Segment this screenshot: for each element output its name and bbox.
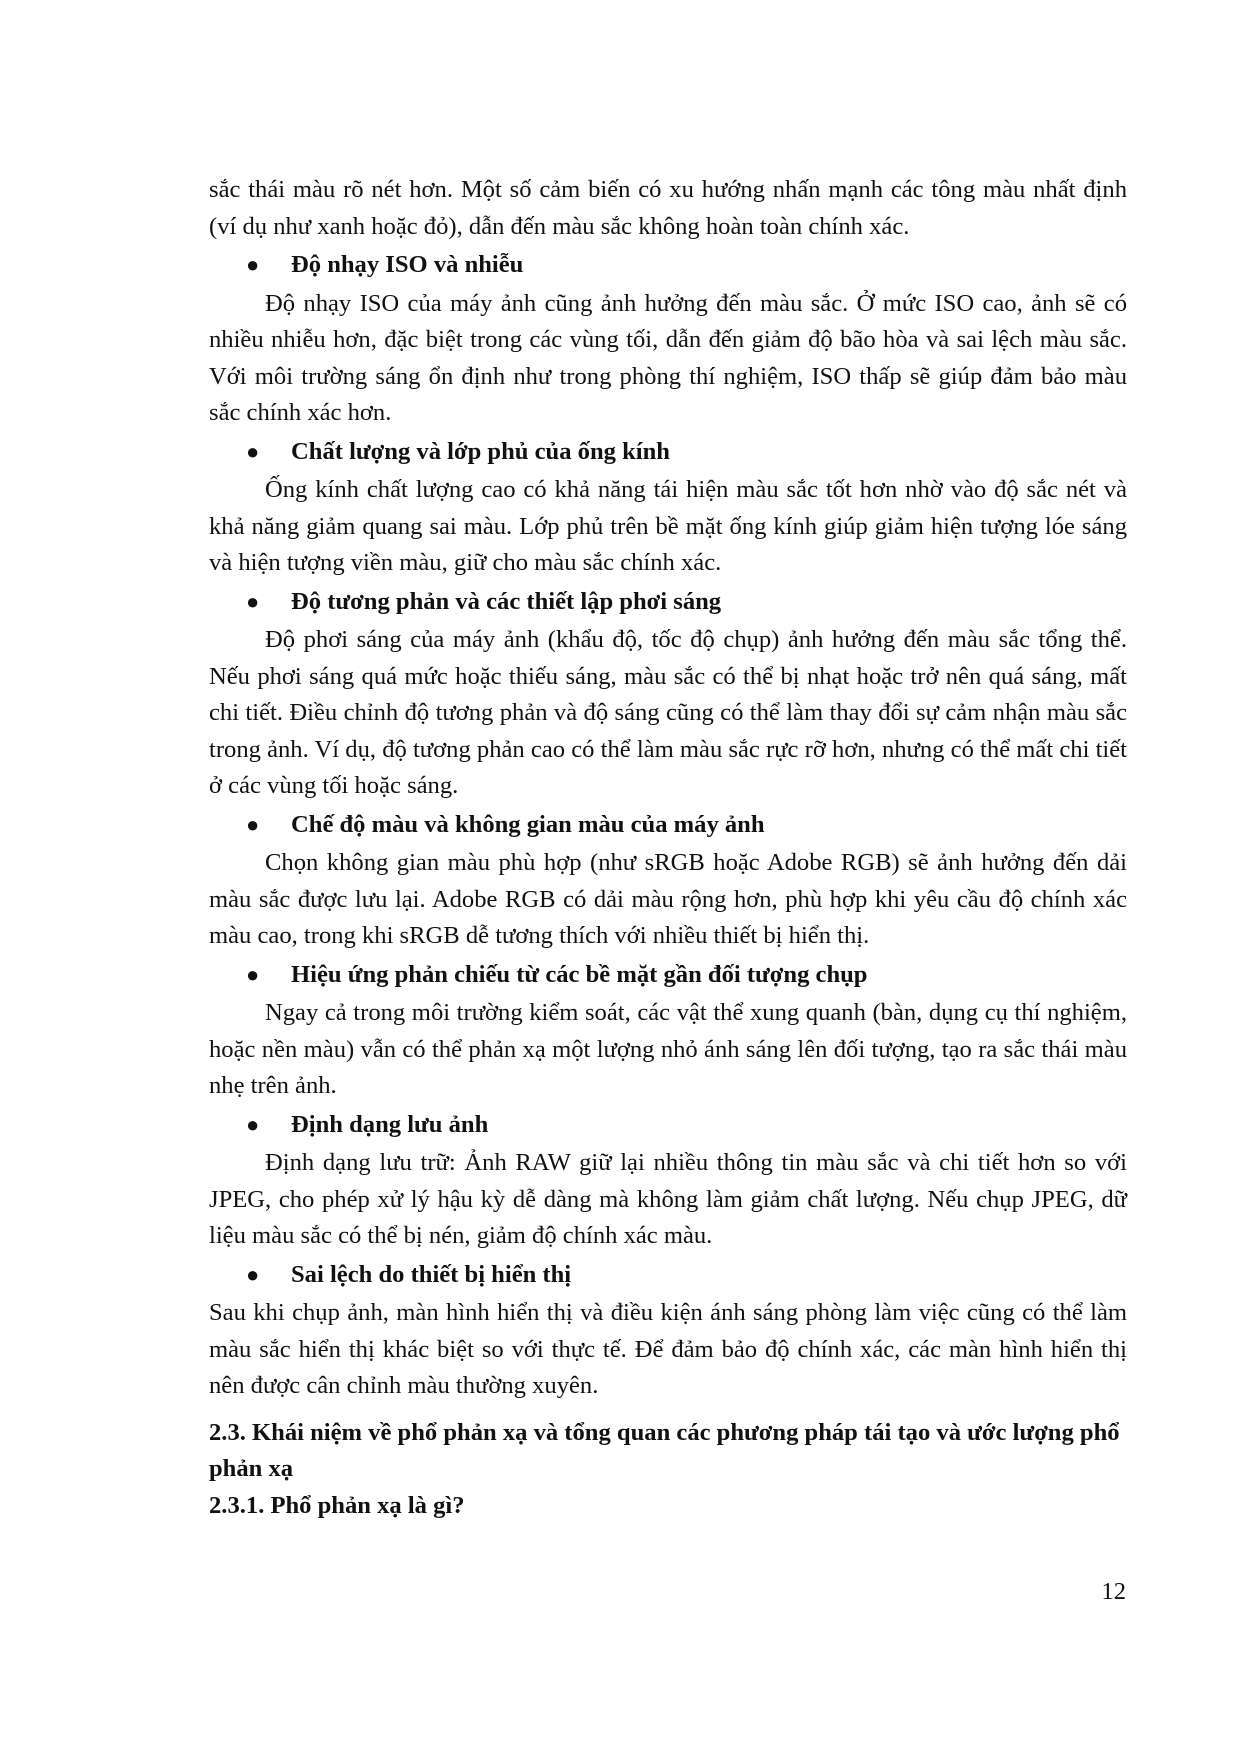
bullet-heading-text: Sai lệch do thiết bị hiển thị: [291, 1260, 572, 1288]
bullet-heading-iso: [209, 247, 1127, 284]
bullet-heading-text: Hiệu ứng phản chiếu từ các bề mặt gần đối tượng chụp: [291, 960, 868, 988]
paragraph-display: Sau khi chụp ảnh, màn hình hiển thị và điều kiện ánh sáng phòng làm việc cũng có thể làm màu sắc hiển thị khác biệt so với thực tế. Để đảm bảo độ chính xác, các màn hình hiển thị nên được cân chỉnh màu thường xuyên.: [209, 1299, 1127, 1399]
bullet-icon: ●: [246, 588, 260, 614]
bullet-heading-text: Chất lượng và lớp phủ của ống kính: [291, 437, 670, 465]
bullet-icon: ●: [246, 811, 260, 837]
bullet-heading-display: [209, 1257, 1127, 1294]
bullet-icon: ●: [246, 1111, 260, 1137]
bullet-heading-exposure: [209, 584, 1127, 621]
bullet-heading-text: Độ nhạy ISO và nhiễu: [291, 251, 524, 278]
bullet-icon: ●: [246, 252, 260, 277]
page-content: [209, 172, 1127, 1524]
paragraph-reflection: Ngay cả trong môi trường kiểm soát, các vật thể xung quanh (bàn, dụng cụ thí nghiệm, hoặc nền màu) vẫn có thể phản xạ một lượng nhỏ ánh sáng lên đối tượng, tạo ra sắc thái màu nhẹ trên ảnh.: [209, 999, 1127, 1099]
paragraph-exposure: Độ phơi sáng của máy ảnh (khẩu độ, tốc độ chụp) ảnh hưởng đến màu sắc tổng thể. Nếu phơi sáng quá mức hoặc thiếu sáng, màu sắc có thể bị nhạt hoặc trở nên quá sáng, mất chi tiết. Điều chỉnh độ tương phản và độ sáng cũng có thể làm thay đổi sự cảm nhận màu sắc trong ảnh. Ví dụ, độ tương phản cao có thể làm màu sắc rực rỡ hơn, nhưng có thể mất chi tiết ở các vùng tối hoặc sáng.: [209, 626, 1127, 799]
page-number: 12: [1101, 1578, 1126, 1605]
bullet-heading-text: Chế độ màu và không gian màu của máy ảnh: [291, 810, 765, 838]
bullet-icon: ●: [246, 438, 260, 464]
section-heading: 2.3. Khái niệm về phổ phản xạ và tổng quan các phương pháp tái tạo và ước lượng phổ phản xạ: [209, 1418, 1120, 1482]
bullet-heading-reflection: [209, 957, 1127, 994]
subsection-heading: 2.3.1. Phổ phản xạ là gì?: [209, 1491, 465, 1519]
bullet-icon: ●: [246, 961, 260, 987]
bullet-icon: ●: [246, 1261, 260, 1287]
bullet-heading-lens: [209, 434, 1127, 471]
bullet-heading-text: Độ tương phản và các thiết lập phơi sáng: [291, 587, 722, 615]
paragraph-format: Định dạng lưu trữ: Ảnh RAW giữ lại nhiều thông tin màu sắc và chi tiết hơn so với JPEG, cho phép xử lý hậu kỳ dễ dàng mà không làm giảm chất lượng. Nếu chụp JPEG, dữ liệu màu sắc có thể bị nén, giảm độ chính xác màu.: [209, 1149, 1127, 1249]
bullet-heading-color-space: [209, 807, 1127, 844]
paragraph-iso: Độ nhạy ISO của máy ảnh cũng ảnh hưởng đến màu sắc. Ở mức ISO cao, ảnh sẽ có nhiều nhiễu hơn, đặc biệt trong các vùng tối, dẫn đến giảm độ bão hòa và sai lệch màu sắc. Với môi trường sáng ổn định như trong phòng thí nghiệm, ISO thấp sẽ giúp đảm bảo màu sắc chính xác hơn.: [209, 289, 1127, 426]
bullet-heading-format: [209, 1107, 1127, 1144]
bullet-heading-text: Định dạng lưu ảnh: [291, 1110, 489, 1138]
paragraph-lens: Ống kính chất lượng cao có khả năng tái hiện màu sắc tốt hơn nhờ vào độ sắc nét và khả năng giảm quang sai màu. Lớp phủ trên bề mặt ống kính giúp giảm hiện tượng lóe sáng và hiện tượng viền màu, giữ cho màu sắc chính xác.: [209, 476, 1127, 576]
paragraph-color-space: Chọn không gian màu phù hợp (như sRGB hoặc Adobe RGB) sẽ ảnh hưởng đến dải màu sắc được lưu lại. Adobe RGB có dải màu rộng hơn, phù hợp khi yêu cầu độ chính xác màu cao, trong khi sRGB dễ tương thích với nhiều thiết bị hiển thị.: [209, 849, 1127, 949]
intro-paragraph: sắc thái màu rõ nét hơn. Một số cảm biến có xu hướng nhấn mạnh các tông màu nhất định (ví dụ như xanh hoặc đỏ), dẫn đến màu sắc không hoàn toàn chính xác.: [209, 176, 1127, 240]
